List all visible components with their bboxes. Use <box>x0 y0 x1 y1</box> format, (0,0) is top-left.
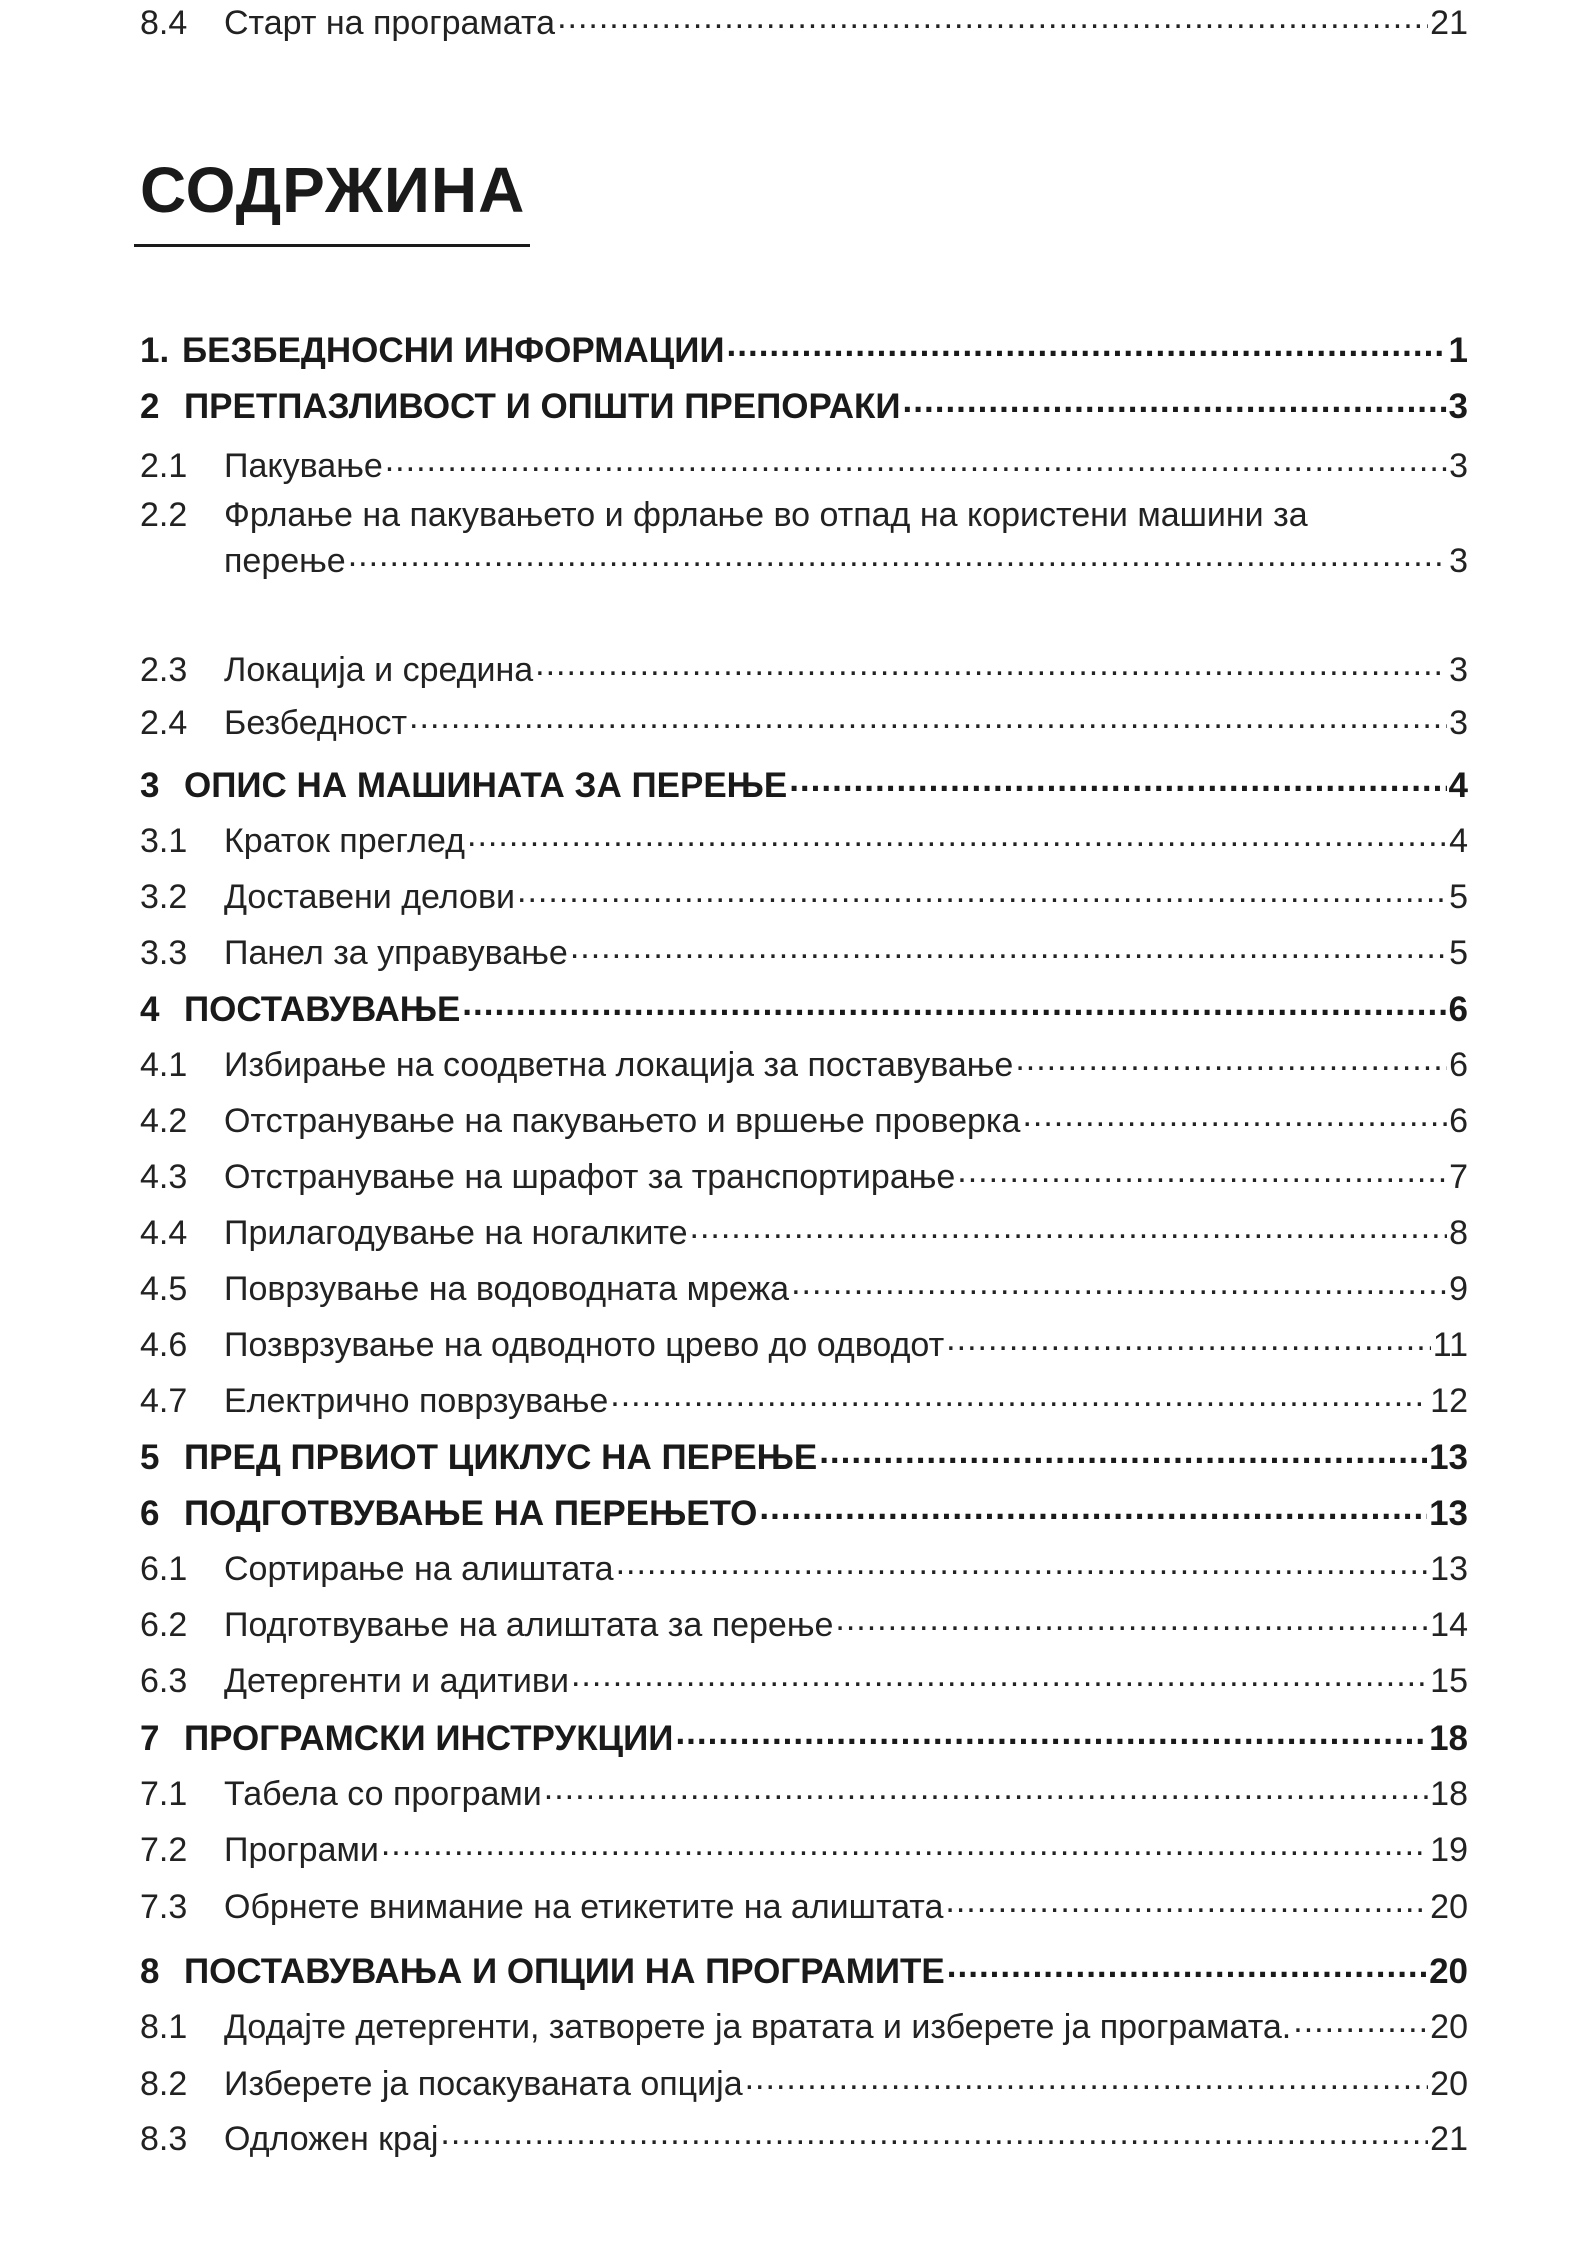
toc-entry-label: Електрично поврзување <box>224 1382 609 1420</box>
toc-entry-number: 8.3 <box>140 2120 188 2158</box>
toc-dot-leader <box>544 1771 1428 1805</box>
toc-entry-page-number: 19 <box>1430 1831 1468 1869</box>
toc-dot-leader <box>675 1715 1427 1750</box>
toc-entry-label: Локација и средина <box>224 651 534 689</box>
toc-entry-label: Доставени делови <box>224 878 516 916</box>
toc-entry-label: Панел за управување <box>224 934 568 972</box>
toc-entry-number: 2 <box>140 387 160 426</box>
toc-entry-label: Безбедност <box>224 704 408 742</box>
toc-dot-leader <box>1015 1042 1447 1076</box>
toc-entry-page-number: 3 <box>1449 447 1468 485</box>
toc-entry-label: Фрлање на пакувањето и фрлање во отпад на користени машини за <box>224 496 1308 534</box>
toc-entry-number: 4.4 <box>140 1214 188 1252</box>
toc-entry-number: 8 <box>140 1952 160 1991</box>
toc-dot-leader <box>1293 2004 1428 2038</box>
toc-entry-number: 7.1 <box>140 1775 188 1813</box>
toc-entry-label: Одложен крај <box>224 2120 439 2158</box>
toc-dot-leader <box>535 647 1447 681</box>
toc-dot-leader <box>467 818 1447 852</box>
toc-dot-leader <box>462 986 1446 1021</box>
toc-entry-continuation[interactable] <box>224 538 1468 578</box>
toc-entry[interactable] <box>140 1098 1468 1138</box>
toc-entry-page-number: 21 <box>1430 2120 1468 2158</box>
toc-entry-page-number: 4 <box>1448 766 1468 805</box>
toc-entry-page-number: 3 <box>1449 651 1468 689</box>
toc-entry-number: 3.3 <box>140 934 188 972</box>
toc-entry-page-number: 3 <box>1449 542 1468 580</box>
toc-entry-page-number: 3 <box>1448 387 1468 426</box>
toc-entry-number: 3 <box>140 766 160 805</box>
toc-dot-leader <box>381 1827 1428 1861</box>
toc-entry[interactable] <box>140 1490 1468 1531</box>
toc-entry-number: 4 <box>140 990 160 1029</box>
toc-entry-page-number: 21 <box>1430 4 1468 42</box>
toc-dot-leader <box>1022 1098 1447 1132</box>
toc-entry-page-number: 20 <box>1430 2008 1468 2046</box>
toc-entry[interactable] <box>140 986 1468 1027</box>
toc-entry-number: 2.1 <box>140 447 188 485</box>
toc-dot-leader <box>903 383 1447 418</box>
toc-entry-page-number: 5 <box>1449 878 1468 916</box>
toc-entry-page-number: 4 <box>1449 822 1468 860</box>
toc-entry-number: 4.1 <box>140 1046 188 1084</box>
toc-dot-leader <box>385 443 1447 477</box>
toc-entry[interactable] <box>140 1546 1468 1586</box>
toc-entry-page-number: 20 <box>1429 1952 1468 1991</box>
toc-dot-leader <box>791 1266 1447 1300</box>
toc-entry[interactable] <box>140 1154 1468 1194</box>
toc-entry-number: 6 <box>140 1494 160 1533</box>
toc-entry[interactable] <box>140 498 1468 532</box>
toc-entry-label: Детергенти и адитиви <box>224 1662 569 1700</box>
toc-entry[interactable] <box>140 874 1468 914</box>
toc-entry-number: 8.1 <box>140 2008 188 2046</box>
toc-dot-leader <box>835 1602 1428 1636</box>
toc-dot-leader <box>409 700 1447 734</box>
toc-dot-leader <box>745 2061 1429 2095</box>
toc-entry[interactable] <box>140 443 1468 483</box>
toc-entry-label: Отстранување на пакувањето и вршење проверка <box>224 1102 1021 1140</box>
page-title: СОДРЖИНА <box>140 154 526 226</box>
toc-entry-page-number: 3 <box>1449 704 1468 742</box>
toc-entry[interactable] <box>140 2116 1468 2156</box>
toc-dot-leader <box>789 762 1446 797</box>
toc-entry[interactable] <box>140 1434 1468 1475</box>
toc-entry-page-number: 7 <box>1449 1158 1468 1196</box>
toc-dot-leader <box>727 327 1447 362</box>
toc-entry[interactable] <box>140 1715 1468 1756</box>
toc-dot-leader <box>570 930 1447 964</box>
toc-entry-page-number: 18 <box>1430 1775 1468 1813</box>
toc-entry[interactable] <box>140 1042 1468 1082</box>
toc-entry-page-number: 13 <box>1429 1438 1468 1477</box>
toc-entry-number: 7 <box>140 1719 160 1758</box>
toc-dot-leader <box>616 1546 1429 1580</box>
toc-entry[interactable] <box>140 1948 1468 1989</box>
toc-entry-label: ПОДГОТВУВАЊЕ НА ПЕРЕЊЕТО <box>184 1494 758 1533</box>
toc-entry-label: ОПИС НА МАШИНАТА ЗА ПЕРЕЊЕ <box>184 766 788 805</box>
toc-entry-page-number: 18 <box>1429 1719 1468 1758</box>
toc-entry[interactable] <box>140 1771 1468 1811</box>
toc-entry-label: Програми <box>224 1831 379 1869</box>
toc-entry-page-number: 11 <box>1432 1326 1468 1364</box>
toc-entry-number: 2.3 <box>140 651 188 689</box>
toc-entry-number: 6.1 <box>140 1550 188 1588</box>
toc-entry-number: 4.3 <box>140 1158 188 1196</box>
toc-entry-label: ПОСТАВУВАЊЕ <box>184 990 461 1029</box>
toc-entry-number: 4.2 <box>140 1102 188 1140</box>
toc-entry[interactable] <box>140 930 1468 970</box>
toc-entry-label: Старт на програмата <box>224 4 556 42</box>
toc-entry-page-number: 5 <box>1449 934 1468 972</box>
toc-entry-page-number: 14 <box>1430 1606 1468 1644</box>
toc-entry[interactable] <box>140 1602 1468 1642</box>
toc-entry-page-number: 1 <box>1448 331 1468 370</box>
toc-entry[interactable] <box>140 383 1468 424</box>
toc-entry[interactable] <box>140 2061 1468 2101</box>
toc-entry[interactable] <box>140 1827 1468 1867</box>
toc-entry-number: 8.2 <box>140 2065 188 2103</box>
toc-entry-page-number: 9 <box>1449 1270 1468 1308</box>
toc-entry[interactable] <box>140 1884 1468 1924</box>
toc-entry-number: 2.2 <box>140 496 188 534</box>
toc-entry-page-number: 15 <box>1430 1662 1468 1700</box>
toc-entry-label: ПОСТАВУВАЊА И ОПЦИИ НА ПРОГРАМИТЕ <box>184 1952 945 1991</box>
toc-entry-number: 4.6 <box>140 1326 188 1364</box>
toc-entry[interactable] <box>140 818 1468 858</box>
toc-entry-number: 4.7 <box>140 1382 188 1420</box>
toc-entry-number: 3.1 <box>140 822 188 860</box>
toc-entry-label: Подготвување на алиштата за перење <box>224 1606 834 1644</box>
toc-entry-label: Позврзување на одводното црево до одводот <box>224 1326 945 1364</box>
toc-entry-label: ПРЕТПАЗЛИВОСТ И ОПШТИ ПРЕПОРАКИ <box>184 387 901 426</box>
toc-dot-leader <box>946 1322 1431 1356</box>
toc-entry-page-number: 13 <box>1429 1494 1468 1533</box>
toc-entry-label: Поврзување на водоводната мрежа <box>224 1270 790 1308</box>
toc-entry[interactable] <box>140 0 1468 40</box>
toc-entry-label: Пакување <box>224 447 383 485</box>
toc-entry[interactable] <box>140 1210 1468 1250</box>
toc-entry-page-number: 20 <box>1430 1888 1468 1926</box>
toc-dot-leader <box>440 2116 1428 2150</box>
toc-entry-page-number: 13 <box>1430 1550 1468 1588</box>
toc-entry-number: 2.4 <box>140 704 188 742</box>
toc-dot-leader <box>819 1434 1427 1469</box>
toc-entry-label: Табела со програми <box>224 1775 542 1813</box>
toc-entry-label: БЕЗБЕДНОСНИ ИНФОРМАЦИИ <box>182 331 725 370</box>
toc-entry-number: 4.5 <box>140 1270 188 1308</box>
toc-entry-label: ПРЕД ПРВИОТ ЦИКЛУС НА ПЕРЕЊЕ <box>184 1438 818 1477</box>
toc-dot-leader <box>690 1210 1448 1244</box>
toc-entry-number: 7.3 <box>140 1888 188 1926</box>
toc-entry-page-number: 6 <box>1449 1046 1468 1084</box>
toc-entry-label-continuation: перење <box>224 542 346 580</box>
toc-entry-label: Изберете ја посакуваната опција <box>224 2065 743 2103</box>
toc-entry[interactable] <box>140 327 1468 368</box>
toc-dot-leader <box>571 1658 1428 1692</box>
toc-entry[interactable] <box>140 1322 1468 1362</box>
toc-entry[interactable] <box>140 2004 1468 2044</box>
toc-entry-label: Краток преглед <box>224 822 466 860</box>
toc-entry-number: 8.4 <box>140 4 188 42</box>
toc-dot-leader <box>517 874 1447 908</box>
toc-entry-page-number: 8 <box>1449 1214 1468 1252</box>
toc-entry-label: ПРОГРАМСКИ ИНСТРУКЦИИ <box>184 1719 674 1758</box>
toc-entry[interactable] <box>140 1658 1468 1698</box>
toc-entry-label: Обрнете внимание на етикетите на алиштата <box>224 1888 944 1926</box>
toc-entry[interactable] <box>140 647 1468 687</box>
toc-entry-number: 5 <box>140 1438 160 1477</box>
toc-entry-page-number: 6 <box>1448 990 1468 1029</box>
toc-entry-number: 6.2 <box>140 1606 188 1644</box>
toc-entry-label: Сортирање на алиштата <box>224 1550 614 1588</box>
toc-dot-leader <box>957 1154 1447 1188</box>
toc-entry-number: 7.2 <box>140 1831 188 1869</box>
toc-entry-page-number: 20 <box>1430 2065 1468 2103</box>
toc-entry-number: 6.3 <box>140 1662 188 1700</box>
toc-entry-label: Додајте детергенти, затворете ја вратата и изберете ја програмата. <box>224 2008 1292 2046</box>
toc-entry[interactable] <box>140 1266 1468 1306</box>
toc-entry[interactable] <box>140 762 1468 803</box>
toc-entry[interactable] <box>140 1378 1468 1418</box>
toc-dot-leader <box>557 0 1428 34</box>
toc-entry[interactable] <box>140 700 1468 740</box>
toc-entry-number: 3.2 <box>140 878 188 916</box>
toc-dot-leader <box>945 1884 1428 1918</box>
toc-dot-leader <box>348 538 1447 572</box>
toc-dot-leader <box>947 1948 1427 1983</box>
toc-dot-leader <box>759 1490 1427 1525</box>
toc-entry-label: Прилагодување на ногалките <box>224 1214 688 1252</box>
toc-entry-page-number: 12 <box>1430 1382 1468 1420</box>
toc-entry-page-number: 6 <box>1449 1102 1468 1140</box>
toc-entry-label: Отстранување на шрафот за транспортирање <box>224 1158 956 1196</box>
toc-dot-leader <box>610 1378 1428 1412</box>
toc-entry-label: Избирање на соодветна локација за поставување <box>224 1046 1014 1084</box>
toc-entry-number: 1. <box>140 331 170 370</box>
